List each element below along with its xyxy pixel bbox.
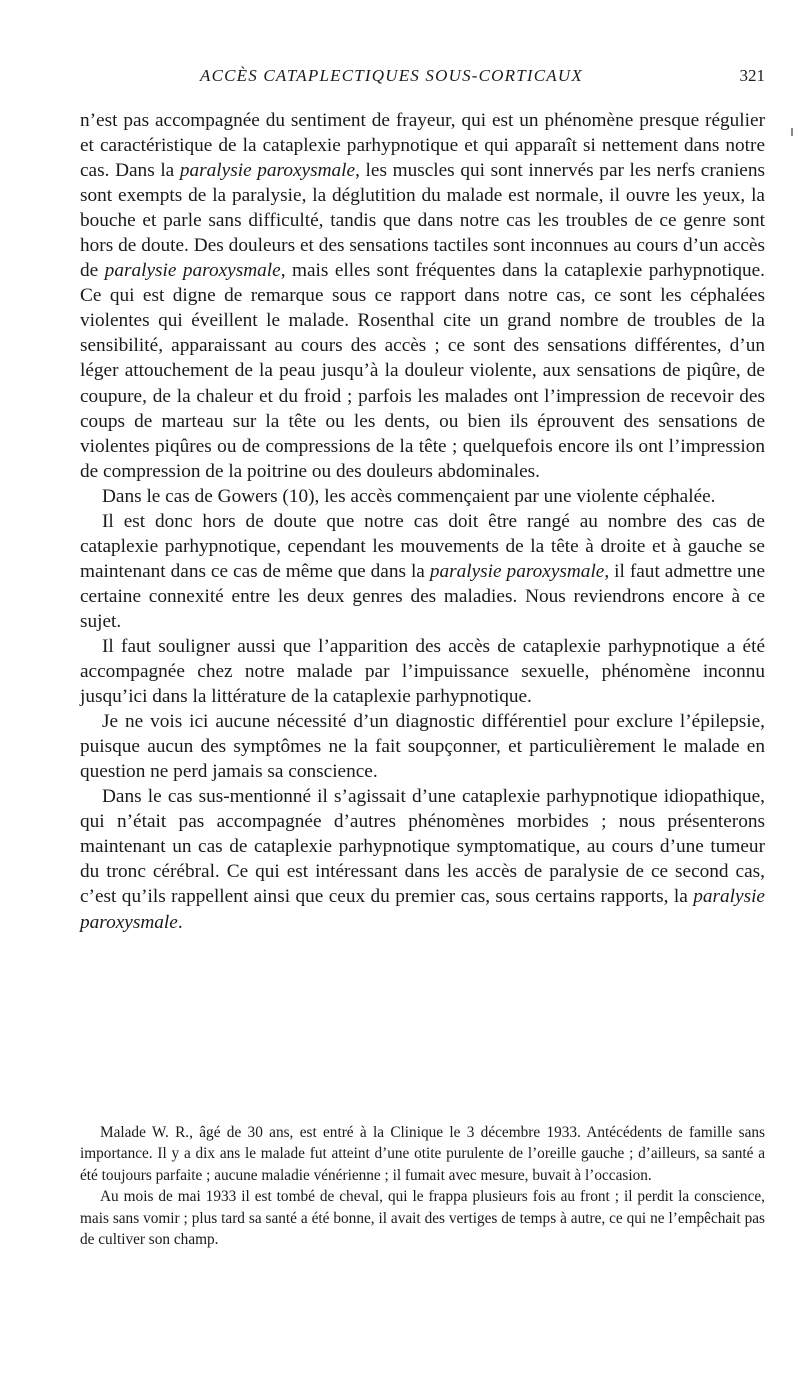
italic-run: paralysie paroxysmale (179, 160, 356, 182)
case-report-paragraph: Au mois de mai 1933 il est tombé de cheval, qui le frappa plusieurs fois au front ; il perdit la conscience, mais sans vomir ; plus tard sa santé a été bonne, il avait des vertiges de temps à autre, ce qui ne l’empêchait pas de cultiver son champ. (80, 1188, 765, 1249)
case-report-paragraph: Malade W. R., âgé de 30 ans, est entré à la Clinique le 3 décembre 1933. Antécédents de famille sans importance. Il y a dix ans le malade fut atteint d’une otite purulente de l’oreille gauche ; d’ailleurs, sa santé a été toujours parfaite ; aucune maladie vénérienne ; il fumait avec mesure, buvait à l’occasion. (80, 1124, 765, 1184)
text-run: , il faut admettre une certaine connexité entre les deux genres des maladies. Nous reviendrons encore à ce sujet. (80, 560, 766, 632)
margin-mark (791, 128, 793, 136)
text-run: . (177, 911, 183, 933)
text-run: Il faut souligner aussi que l’apparition des accès de cataplexie parhypnotique a été accompagnée chez notre malade par l’impuissance sexuelle, phénomène inconnu jusqu’ici dans la littérature de la cataplexie parhypnotique. (80, 635, 765, 708)
italic-run: paralysie paroxysmale (104, 260, 281, 282)
text-run: , les muscles qui sont innervés par les nerfs craniens sont exempts de la paralysie, la déglutition du malade est normale, il ouvre les yeux, la bouche et parle sans difficulté, tandis que dans notre cas les troubles de ce genre sont hors de doute. Des douleurs et des sensations tactiles sont inconnues au cours d’un accès de (80, 160, 766, 282)
paragraph (80, 108, 765, 484)
page-number: 321 (739, 66, 765, 85)
italic-run: paralysie paroxysmale (80, 886, 765, 933)
text-run: n’est pas accompagnée du sentiment de frayeur, qui est un phénomène presque régulier et caractéristique de la cataplexie parhypnotique et qui apparaît si nettement dans notre cas. Dans la (80, 110, 765, 182)
main-text (80, 108, 765, 935)
text-run: , mais elles sont fréquentes dans la cataplexie parhypnotique. Ce qui est digne de remarque sous ce rapport dans notre cas, ce sont les céphalées violentes qui éveillent le malade. Rosenthal cite un grand nombre de troubles de la sensibilité, apparaissant au cours des accès ; ce sont des sensations différentes, d’un léger attouchement de la peau jusqu’à la douleur violente, aux sensations de piqûre, de coupure, de la chaleur et du froid ; parfois les malades ont l’impression de recevoir des coups de marteau sur la tête ou les dents, ou bien ils éprouvent des sensations de violentes piqûres ou de compressions de la tête ; quelquefois encore ils ont l’impression de compression de la poitrine ou des douleurs abdominales. (80, 260, 765, 482)
paragraph (80, 484, 765, 509)
paragraph (80, 509, 765, 634)
running-title: ACCÈS CATAPLECTIQUES SOUS-CORTICAUX (200, 66, 583, 85)
paragraph (80, 784, 765, 934)
text-run: Il est donc hors de doute que notre cas doit être rangé au nombre des cas de cataplexie parhypnotique, cependant les mouvements de la tête à droite et à gauche se maintenant dans ce cas de même que dans la (80, 510, 765, 582)
page-header (80, 66, 765, 96)
case-report (80, 1122, 765, 1250)
text-run: Dans le cas de Gowers (10), les accès commençaient par une violente céphalée. (102, 485, 716, 507)
text-run: Dans le cas sus-mentionné il s’agissait d’une cataplexie parhypnotique idiopathique, qui n’était pas accompagnée d’autres phénomènes morbides ; nous présenterons maintenant un cas de cataplexie parhypnotique symptomatique, au cours d’une tumeur du tronc cérébral. Ce qui est intéressant dans les accès de paralysie de ce second cas, c’est qu’ils rappellent ainsi que ceux du premier cas, sous certains rapports, la (80, 786, 765, 908)
italic-run: paralysie paroxysmale (429, 560, 605, 582)
text-run: Je ne vois ici aucune nécessité d’un diagnostic différentiel pour exclure l’épilepsie, puisque aucun des symptômes ne la fait soupçonner, et particulièrement le malade en question ne perd jamais sa conscience. (80, 711, 765, 783)
paragraph (80, 634, 765, 709)
paragraph (80, 709, 765, 784)
